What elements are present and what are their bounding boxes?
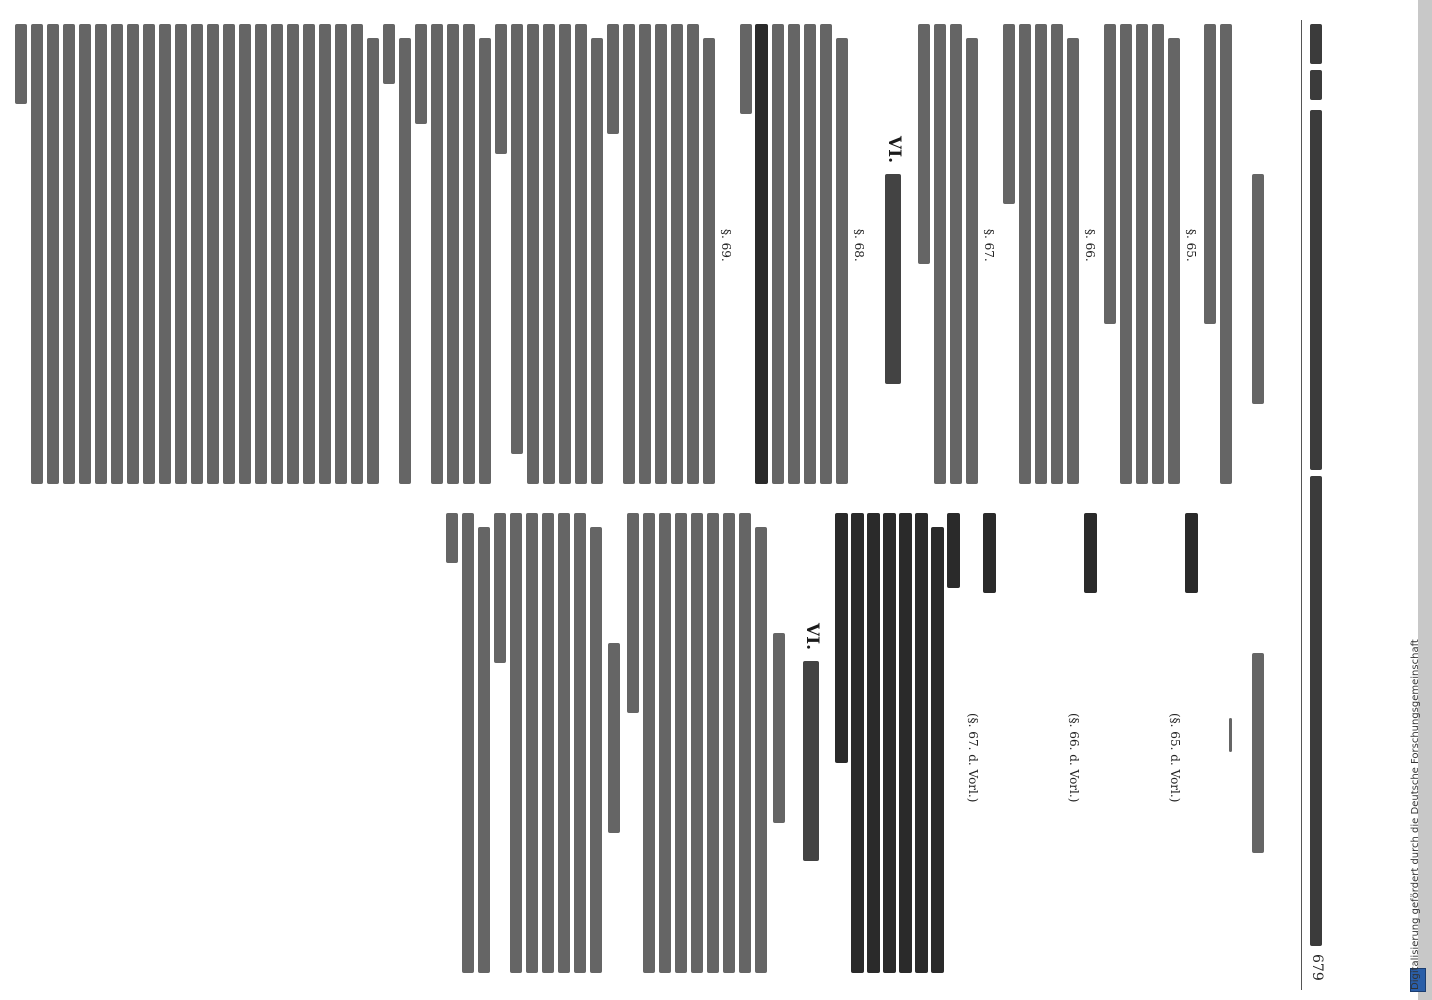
text-line	[319, 24, 331, 484]
text-line	[574, 513, 586, 973]
chapter-number: VI.	[802, 623, 822, 651]
text-line	[1152, 24, 1164, 484]
running-head-part	[1310, 70, 1322, 100]
text-line	[63, 24, 75, 484]
section-reference: (§. 66. d. Vorl.)	[1067, 713, 1081, 803]
resolution-line	[931, 527, 944, 973]
header-rule	[1301, 20, 1302, 990]
text-line	[691, 513, 703, 973]
resolution-line	[867, 513, 880, 973]
text-line	[494, 513, 506, 663]
text-line	[788, 24, 800, 484]
short-rule	[1229, 718, 1232, 752]
text-line	[1003, 24, 1015, 204]
text-line	[495, 24, 507, 154]
zu-streichen-label	[1185, 513, 1198, 593]
text-line	[510, 513, 522, 973]
section-reference: (§. 67. d. Vorl.)	[966, 713, 980, 803]
running-head-part	[1310, 110, 1322, 470]
text-line	[739, 513, 751, 973]
text-line	[462, 513, 474, 973]
text-line	[918, 24, 930, 264]
zu-streichen-label	[983, 513, 996, 593]
text-line	[934, 24, 946, 484]
text-line	[723, 513, 735, 973]
text-line	[191, 24, 203, 484]
text-line	[271, 24, 283, 484]
resolution-line	[851, 513, 864, 973]
running-header	[1306, 24, 1325, 989]
text-line	[627, 513, 639, 713]
text-line	[223, 24, 235, 484]
chapter-title-line	[803, 661, 819, 861]
text-line	[415, 24, 427, 124]
text-line	[591, 38, 603, 484]
text-line	[511, 24, 523, 454]
chapter-title-line	[885, 174, 901, 384]
resolution-line	[915, 513, 928, 973]
text-line	[1136, 24, 1148, 484]
section-number: §. 66.	[1083, 229, 1097, 262]
section-reference-line	[608, 643, 620, 833]
text-line	[740, 24, 752, 114]
right-column	[0, 513, 1290, 983]
text-line	[399, 38, 411, 484]
text-line	[527, 24, 539, 484]
text-line	[127, 24, 139, 484]
section-number: §. 68.	[852, 229, 866, 262]
text-line	[559, 24, 571, 484]
text-line	[159, 24, 171, 484]
text-line	[575, 24, 587, 484]
text-line	[820, 24, 832, 484]
text-line	[143, 24, 155, 484]
text-line	[367, 38, 379, 484]
text-line	[1051, 24, 1063, 484]
text-line	[1019, 24, 1031, 484]
running-head-part	[1310, 476, 1322, 946]
text-line	[239, 24, 251, 484]
text-line	[335, 24, 347, 484]
chapter-number: VI.	[884, 136, 904, 164]
running-head-part	[1310, 24, 1322, 64]
text-line	[643, 513, 655, 973]
text-line	[804, 24, 816, 484]
text-line	[383, 24, 395, 84]
text-line	[607, 24, 619, 134]
text-line	[655, 24, 667, 484]
text-line	[703, 38, 715, 484]
text-line	[79, 24, 91, 484]
text-line	[1168, 38, 1180, 484]
text-line	[1104, 24, 1116, 324]
left-column	[0, 24, 1290, 494]
text-line	[526, 513, 538, 973]
section-reference: (§. 65. d. Vorl.)	[1168, 713, 1182, 803]
digitization-note: Digitalisierung gefördert durch die Deutsche Forschungsgemeinschaft	[1410, 639, 1421, 990]
text-line	[755, 24, 768, 484]
text-line	[1067, 38, 1079, 484]
text-line	[111, 24, 123, 484]
text-line	[623, 24, 635, 484]
text-line	[207, 24, 219, 484]
text-line	[966, 38, 978, 484]
text-line	[755, 527, 767, 973]
text-line	[1220, 24, 1232, 484]
text-line	[1120, 24, 1132, 484]
text-line	[659, 513, 671, 973]
text-line	[351, 24, 363, 484]
text-line	[950, 24, 962, 484]
text-line	[447, 24, 459, 484]
section-reference-line	[773, 633, 785, 823]
section-number: §. 69.	[719, 229, 733, 262]
zu-streichen-label	[1084, 513, 1097, 593]
resolution-line	[899, 513, 912, 973]
text-line	[687, 24, 699, 484]
text-line	[287, 24, 299, 484]
resolution-label	[947, 513, 960, 588]
text-line	[15, 24, 27, 104]
column-heading-line	[1252, 174, 1264, 404]
text-line	[478, 527, 490, 973]
text-line	[175, 24, 187, 484]
text-line	[671, 24, 683, 484]
text-line	[255, 24, 267, 484]
digitization-footer	[1402, 0, 1432, 1000]
text-line	[590, 527, 602, 973]
text-line	[772, 24, 784, 484]
text-line	[836, 38, 848, 484]
text-line	[431, 24, 443, 484]
text-line	[1035, 24, 1047, 484]
column-heading-line	[1252, 653, 1264, 853]
text-line	[31, 24, 43, 484]
text-line	[639, 24, 651, 484]
text-line	[1204, 24, 1216, 324]
text-line	[446, 513, 458, 563]
text-line	[707, 513, 719, 973]
page-number: 679	[1309, 954, 1325, 981]
text-line	[463, 24, 475, 484]
text-line	[558, 513, 570, 973]
text-line	[95, 24, 107, 484]
section-number: §. 67.	[982, 229, 996, 262]
text-line	[542, 513, 554, 973]
text-line	[543, 24, 555, 484]
section-number: §. 65.	[1184, 229, 1198, 262]
resolution-line	[883, 513, 896, 973]
text-line	[675, 513, 687, 973]
text-line	[479, 38, 491, 484]
resolution-line	[835, 513, 848, 763]
text-line	[47, 24, 59, 484]
text-line	[303, 24, 315, 484]
